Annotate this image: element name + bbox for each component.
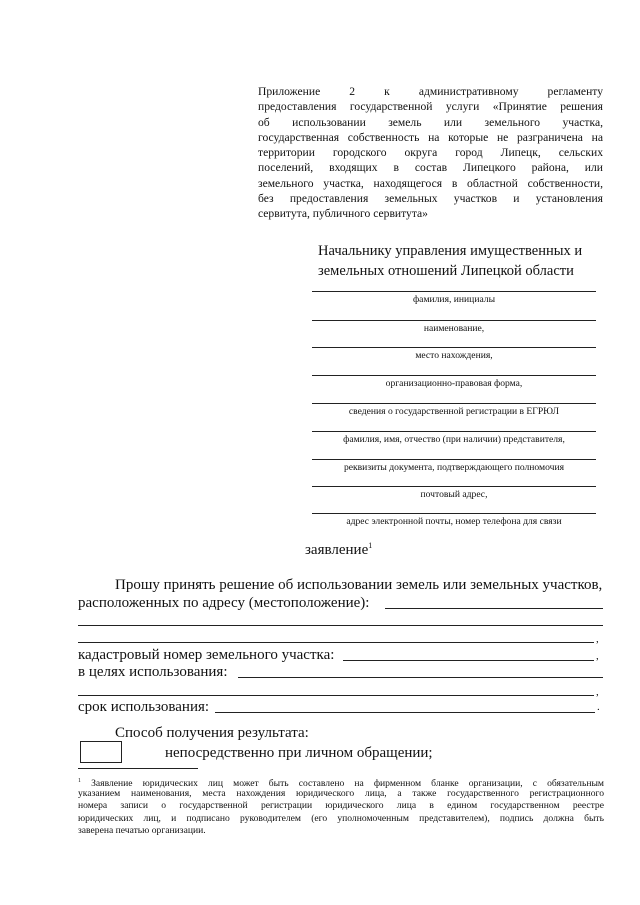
fill-line[interactable] xyxy=(312,431,596,432)
title-text: заявление xyxy=(305,542,369,558)
annex-line: территории городского округа город Липецк, сельских xyxy=(258,146,603,160)
purpose-label: в целях использования: xyxy=(78,664,228,680)
footnote-separator xyxy=(78,768,198,769)
field-caption: сведения о государственной регистрации в ЕГРЮЛ xyxy=(348,406,560,417)
annex-line: государственная собственность на которые не разграничена на xyxy=(258,130,603,144)
comma-mark: , xyxy=(596,686,599,698)
cadastral-fill-line[interactable] xyxy=(343,660,594,661)
annex-line: Приложение 2 к административному регламенту xyxy=(258,85,603,98)
personal-pickup-checkbox[interactable] xyxy=(80,741,122,763)
comma-mark: , xyxy=(596,650,599,662)
term-label: срок использования: xyxy=(78,699,210,715)
annex-line: об использовании земель или земельного участка, xyxy=(258,115,603,129)
field-caption: место нахождения, xyxy=(415,350,493,361)
fill-line[interactable] xyxy=(312,291,596,292)
period-mark: . xyxy=(597,701,600,713)
footnote-line: номера записи о государственной регистрации юридического лица в едином государственном реестре xyxy=(78,800,604,812)
request-line-2: расположенных по адресу (местоположение): xyxy=(78,595,370,611)
addressee-line-1: Начальнику управления имущественных и xyxy=(318,243,583,259)
fill-line[interactable] xyxy=(312,513,596,514)
cadastral-label: кадастровый номер земельного участка: xyxy=(78,647,335,663)
field-caption: организационно-правовая форма, xyxy=(385,378,523,389)
address-fill-line-2[interactable] xyxy=(78,625,603,626)
fill-line[interactable] xyxy=(312,459,596,460)
footnote-line: юридических лиц, и подписано руководителем (его уполномоченным представителем), подпись должна быть xyxy=(78,812,604,824)
result-heading: Способ получения результата: xyxy=(115,725,309,741)
fill-line[interactable] xyxy=(312,486,596,487)
result-option-personal: непосредственно при личном обращении; xyxy=(165,745,433,761)
purpose-fill-line[interactable] xyxy=(238,677,603,678)
footnote xyxy=(78,775,604,838)
address-fill-line-3[interactable] xyxy=(78,642,594,643)
annex-line: земельного участка, находящегося в областной собственности, xyxy=(258,176,603,190)
field-caption: фамилия, инициалы xyxy=(412,294,496,305)
field-caption: почтовый адрес, xyxy=(420,489,488,500)
document-title xyxy=(305,541,372,559)
fill-line[interactable] xyxy=(312,347,596,348)
annex-header xyxy=(258,84,603,222)
term-fill-line[interactable] xyxy=(215,712,595,713)
addressee-line-2: земельных отношений Липецкой области xyxy=(318,263,574,279)
annex-line: предоставления государственной услуги «Принятие решения xyxy=(258,100,603,114)
footnote-text: Заявление юридических лиц может быть составлено на фирменном бланке организации, с обязательным xyxy=(91,778,604,788)
annex-line: сервитута, публичного сервитута» xyxy=(258,207,428,221)
addressee xyxy=(318,241,582,281)
footnote-line: заверена печатью организации. xyxy=(78,825,206,837)
annex-line: поселений, входящих в состав Липецкого района, или xyxy=(258,161,603,175)
purpose-fill-line-2[interactable] xyxy=(78,695,594,696)
request-line-1: Прошу принять решение об использовании земель или земельных участков, xyxy=(115,577,603,593)
footnote-line: указанием наименования, места нахождения юридического лица, а также государственного регистрационного xyxy=(78,787,604,799)
fill-line[interactable] xyxy=(312,403,596,404)
fill-line[interactable] xyxy=(312,320,596,321)
footnote-mark: 1 xyxy=(78,778,81,784)
fill-line[interactable] xyxy=(312,375,596,376)
field-caption: адрес электронной почты, номер телефона для связи xyxy=(346,516,562,527)
comma-mark: , xyxy=(596,633,599,645)
field-caption: реквизиты документа, подтверждающего полномочия xyxy=(343,462,565,473)
field-caption: фамилия, имя, отчество (при наличии) представителя, xyxy=(343,434,565,445)
title-footnote-mark: 1 xyxy=(368,541,373,550)
footnote-line xyxy=(78,775,604,788)
address-fill-line[interactable] xyxy=(385,608,603,609)
annex-line: без предоставления земельных участков и установления xyxy=(258,192,603,206)
field-caption: наименование, xyxy=(423,323,485,334)
